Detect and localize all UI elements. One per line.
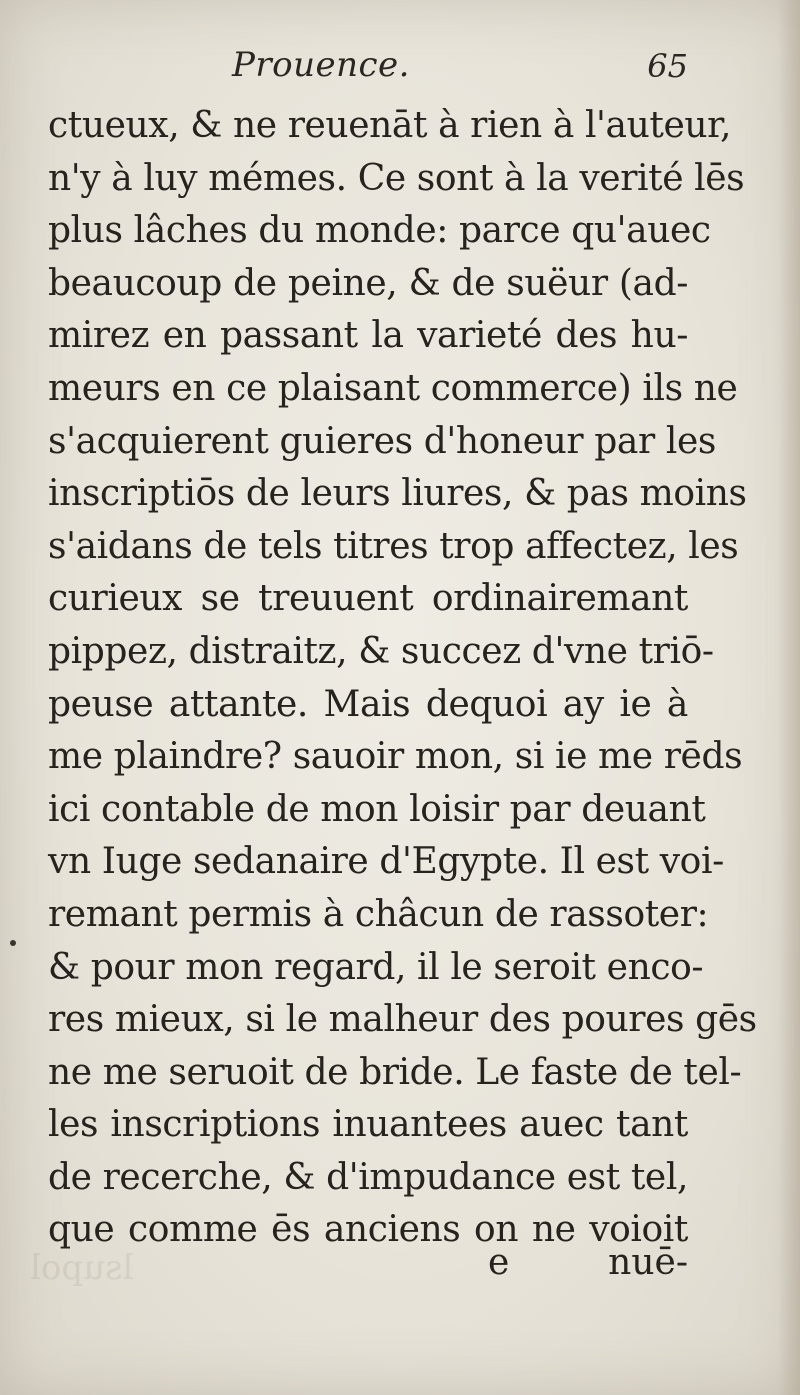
text-line: peuse attante. Mais dequoi ay ie à (48, 683, 688, 725)
text-line: meurs en ce plaisant commerce) ils ne (48, 367, 738, 409)
text-line: que comme ēs anciens on ne voioit (48, 1209, 688, 1251)
body-text (48, 100, 757, 1257)
page-number: 65 (647, 47, 688, 85)
page-edge-shadow (778, 0, 800, 1395)
text-line: inscriptiōs de leurs liures, & pas moins (48, 473, 747, 515)
text-line: beaucoup de peine, & de suëur (ad- (48, 262, 688, 304)
text-line: remant permis à châcun de rassoter: (48, 893, 709, 935)
page-header (48, 45, 688, 95)
catchword: nuē- (608, 1242, 688, 1283)
text-line: pippez, distraitz, & succez d'vne triō- (48, 630, 714, 672)
text-line: res mieux, si le malheur des poures gēs (48, 999, 757, 1041)
margin-mark (10, 940, 16, 946)
text-line: s'acquierent guieres d'honeur par les (48, 420, 716, 462)
text-line: ne me seruoit de bride. Le faste de tel- (48, 1051, 742, 1093)
running-title: Prouence. (232, 45, 410, 85)
bleed-through-text: lsupol (30, 1248, 134, 1288)
text-line: vn Iuge sedanaire d'Egypte. Il est voi- (48, 841, 724, 883)
text-line: ici contable de mon loisir par deuant (48, 788, 706, 830)
text-line: de recerche, & d'impudance est tel, (48, 1156, 688, 1198)
text-line: n'y à luy mémes. Ce sont à la verité lēs (48, 157, 745, 199)
signature-mark: e (488, 1242, 510, 1283)
text-line: mirez en passant la varieté des hu- (48, 315, 688, 357)
page-footer (48, 1242, 688, 1292)
text-line: curieux se treuuent ordinairemant (48, 578, 688, 620)
text-line: les inscriptions inuantees auec tant (48, 1104, 688, 1146)
text-line: & pour mon regard, il le seroit enco- (48, 946, 704, 988)
text-line: s'aidans de tels titres trop affectez, les (48, 525, 739, 567)
text-line: me plaindre? sauoir mon, si ie me rēds (48, 736, 743, 778)
text-line: ctueux, & ne reuenāt à rien à l'auteur, (48, 105, 732, 146)
text-line: plus lâches du monde: parce qu'auec (48, 210, 711, 252)
